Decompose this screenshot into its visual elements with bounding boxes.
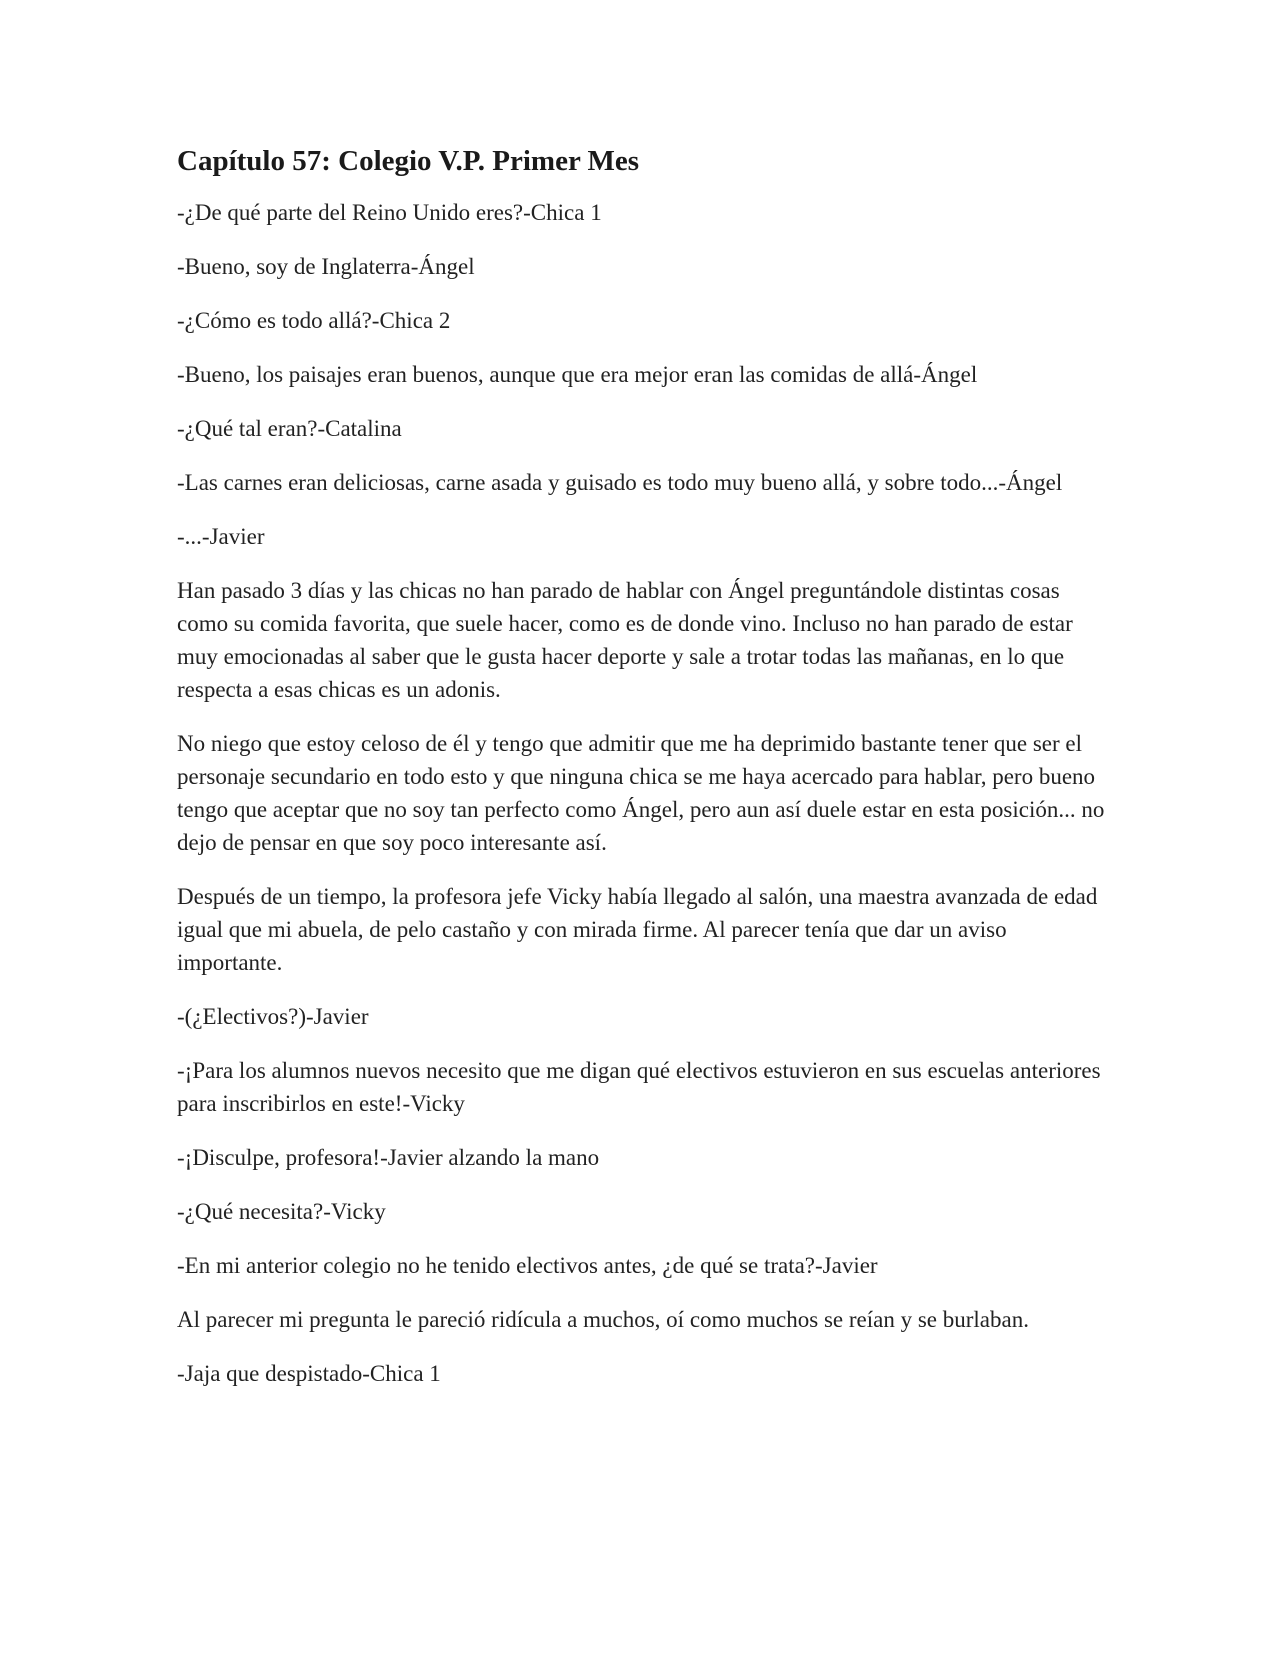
paragraph-12: -¡Para los alumnos nuevos necesito que me digan qué electivos estuvieron en sus escuelas anteriores para inscribirlos en este!-Vicky [177,1058,1101,1116]
paragraph-16: Al parecer mi pregunta le pareció ridícula a muchos, oí como muchos se reían y se burlaban. [177,1307,1029,1332]
paragraph-5: -¿Qué tal eran?-Catalina [177,416,402,441]
paragraph-3: -¿Cómo es todo allá?-Chica 2 [177,308,451,333]
paragraph-4: -Bueno, los paisajes eran buenos, aunque que era mejor eran las comidas de allá-Ángel [177,362,978,387]
paragraph-8: Han pasado 3 días y las chicas no han parado de hablar con Ángel preguntándole distintas cosas como su comida favorita, que suele hacer, como es de donde vino. Incluso no han parado de estar muy emocionadas al saber que le gusta hacer deporte y sale a trotar todas las mañanas, en lo que respecta a esas chicas es un adonis. [177,578,1073,702]
paragraph-13: -¡Disculpe, profesora!-Javier alzando la mano [177,1145,600,1170]
paragraph-11: -(¿Electivos?)-Javier [177,1004,369,1029]
chapter-title: Capítulo 57: Colegio V.P. Primer Mes [177,145,640,177]
paragraph-14: -¿Qué necesita?-Vicky [177,1199,386,1224]
paragraph-17: -Jaja que despistado-Chica 1 [177,1361,441,1386]
paragraph-15: -En mi anterior colegio no he tenido electivos antes, ¿de qué se trata?-Javier [177,1253,878,1278]
paragraph-10: Después de un tiempo, la profesora jefe Vicky había llegado al salón, una maestra avanzada de edad igual que mi abuela, de pelo castaño y con mirada firme. Al parecer tenía que dar un aviso importante. [177,884,1098,975]
document-page [177,142,1107,1411]
paragraph-7: -...-Javier [177,524,265,549]
paragraph-9: No niego que estoy celoso de él y tengo que admitir que me ha deprimido bastante tener que ser el personaje secundario en todo esto y que ninguna chica se me haya acercado para hablar, pero bueno tengo que aceptar que no soy tan perfecto como Ángel, pero aun así duele estar en esta posición... no dejo de pensar en que soy poco interesante así. [177,731,1105,855]
paragraph-2: -Bueno, soy de Inglaterra-Ángel [177,254,475,279]
paragraph-6: -Las carnes eran deliciosas, carne asada y guisado es todo muy bueno allá, y sobre todo...-Ángel [177,470,1063,495]
paragraph-1: -¿De qué parte del Reino Unido eres?-Chica 1 [177,200,602,225]
